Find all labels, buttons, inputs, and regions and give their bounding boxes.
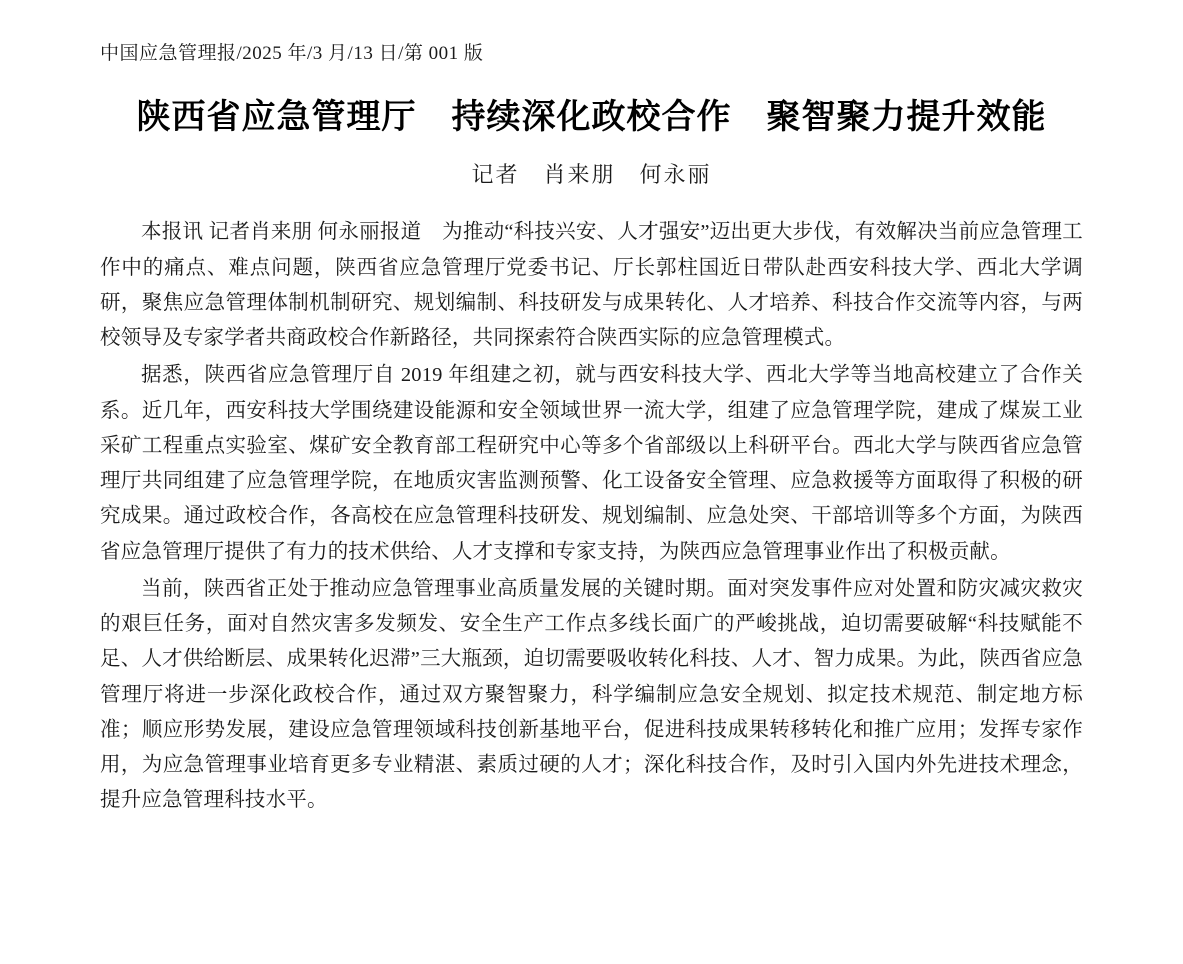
article-paragraph: 据悉，陕西省应急管理厅自 2019 年组建之初，就与西安科技大学、西北大学等当地高校建立了合作关系。近几年，西安科技大学围绕建设能源和安全领域世界一流大学，组建了应急管理学院，建成了煤炭工业采矿工程重点实验室、煤矿安全教育部工程研究中心等多个省部级以上科研平台。西北大学与陕西省应急管理厅共同组建了应急管理学院，在地质灾害监测预警、化工设备安全管理、应急救援等方面取得了积极的研究成果。通过政校合作，各高校在应急管理科技研发、规划编制、应急处突、干部培训等多个方面，为陕西省应急管理厅提供了有力的技术供给、人才支撑和专家支持，为陕西应急管理事业作出了积极贡献。: [100, 364, 1083, 563]
article-byline: 记者 肖来朋 何永丽: [471, 162, 712, 188]
article-paragraph: 本报讯 记者肖来朋 何永丽报道 为推动“科技兴安、人才强安”迈出更大步伐，有效解决当前应急管理工作中的痛点、难点问题，陕西省应急管理厅党委书记、厅长郭柱国近日带队赴西安科技大学、西北大学调研，聚焦应急管理体制机制研究、规划编制、科技研发与成果转化、人才培养、科技合作交流等内容，与两校领导及专家学者共商政校合作新路径，共同探索符合陕西实际的应急管理模式。: [100, 221, 1083, 350]
article-paragraph: 当前，陕西省正处于推动应急管理事业高质量发展的关键时期。面对突发事件应对处置和防灾减灾救灾的艰巨任务，面对自然灾害多发频发、安全生产工作点多线长面广的严峻挑战，迫切需要破解“科技赋能不足、人才供给断层、成果转化迟滞”三大瓶颈，迫切需要吸收转化科技、人才、智力成果。为此，陕西省应急管理厅将进一步深化政校合作，通过双方聚智聚力，科学编制应急安全规划、拟定技术规范、制定地方标准；顺应形势发展，建设应急管理领域科技创新基地平台，促进科技成果转移转化和推广应用；发挥专家作用，为应急管理事业培育更多专业精湛、素质过硬的人才；深化科技合作，及时引入国内外先进技术理念，提升应急管理科技水平。: [100, 577, 1083, 812]
publication-source-line: 中国应急管理报/2025 年/3 月/13 日/第 001 版: [100, 43, 484, 64]
article-body: [100, 215, 1083, 818]
article-headline: 陕西省应急管理厅 持续深化政校合作 聚智聚力提升效能: [136, 98, 1047, 136]
